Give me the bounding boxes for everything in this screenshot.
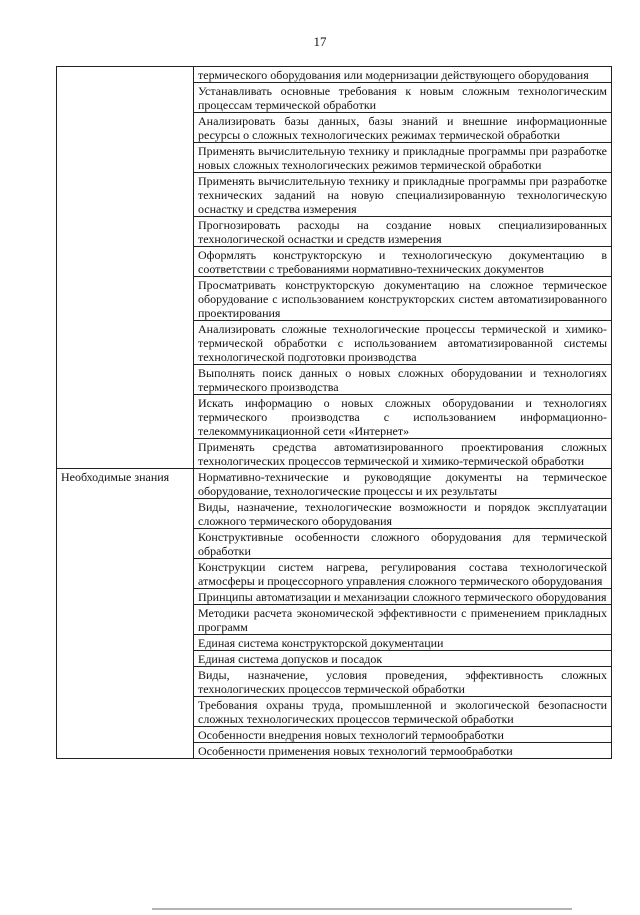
requirement-item: Методики расчета экономической эффективности с применением прикладных программ [194,605,612,635]
section-label: Необходимые знания [57,469,194,759]
requirement-item: Виды, назначение, условия проведения, эффективность сложных технологических процессов термической обработки [194,667,612,697]
requirement-item: Анализировать сложные технологические процессы термической и химико-термической обработки с использованием автоматизированной системы технологической подготовки производства [194,321,612,365]
table-row [57,469,612,499]
requirement-item: Выполнять поиск данных о новых сложных оборудовании и технологиях термического производства [194,365,612,395]
requirement-item: Требования охраны труда, промышленной и экологической безопасности сложных технологических процессов термической обработки [194,697,612,727]
requirement-item: Конструктивные особенности сложного оборудования для термической обработки [194,529,612,559]
requirement-item: Просматривать конструкторскую документацию на сложное термическое оборудование с использованием конструкторских систем автоматизированного проектирования [194,277,612,321]
requirement-item: Применять средства автоматизированного проектирования сложных технологических процессов термической и химико-термической обработки [194,439,612,469]
requirement-item: Искать информацию о новых сложных оборудовании и технологиях термического производства с использованием информационно-телекоммуникационной сети «Интернет» [194,395,612,439]
requirement-item: Особенности внедрения новых технологий термообработки [194,727,612,743]
requirement-item: Оформлять конструкторскую и технологическую документацию в соответствии с требованиями нормативно-технических документов [194,247,612,277]
competency-table [56,66,612,759]
requirement-item: Применять вычислительную технику и прикладные программы при разработке новых сложных технологических режимов термической обработки [194,143,612,173]
requirement-item: Конструкции систем нагрева, регулирования состава технологической атмосферы и процессорного управления сложного термического оборудования [194,559,612,589]
requirement-item: Применять вычислительную технику и прикладные программы при разработке технических заданий на новую специализированную технологическую оснастку и средства измерения [194,173,612,217]
requirement-item: Прогнозировать расходы на создание новых специализированных технологической оснастки и средств измерения [194,217,612,247]
requirement-item: Анализировать базы данных, базы знаний и внешние информационные ресурсы о сложных технологических режимах термической обработки [194,113,612,143]
requirement-item: Нормативно-технические и руководящие документы на термическое оборудование, технологические процессы и их результаты [194,469,612,499]
requirement-item: Виды, назначение, технологические возможности и порядок эксплуатации сложного термического оборудования [194,499,612,529]
requirement-item: Принципы автоматизации и механизации сложного термического оборудования [194,589,612,605]
requirement-item: Устанавливать основные требования к новым сложным технологическим процессам термической обработки [194,83,612,113]
table-row [57,67,612,83]
requirement-item: Особенности применения новых технологий термообработки [194,743,612,759]
scan-artifact-line [152,908,572,910]
page-number: 17 [313,34,327,49]
requirement-item: Единая система допусков и посадок [194,651,612,667]
table-body [57,67,612,759]
requirement-item: термического оборудования или модернизации действующего оборудования [194,67,612,83]
section-label [57,67,194,469]
requirement-item: Единая система конструкторской документации [194,635,612,651]
